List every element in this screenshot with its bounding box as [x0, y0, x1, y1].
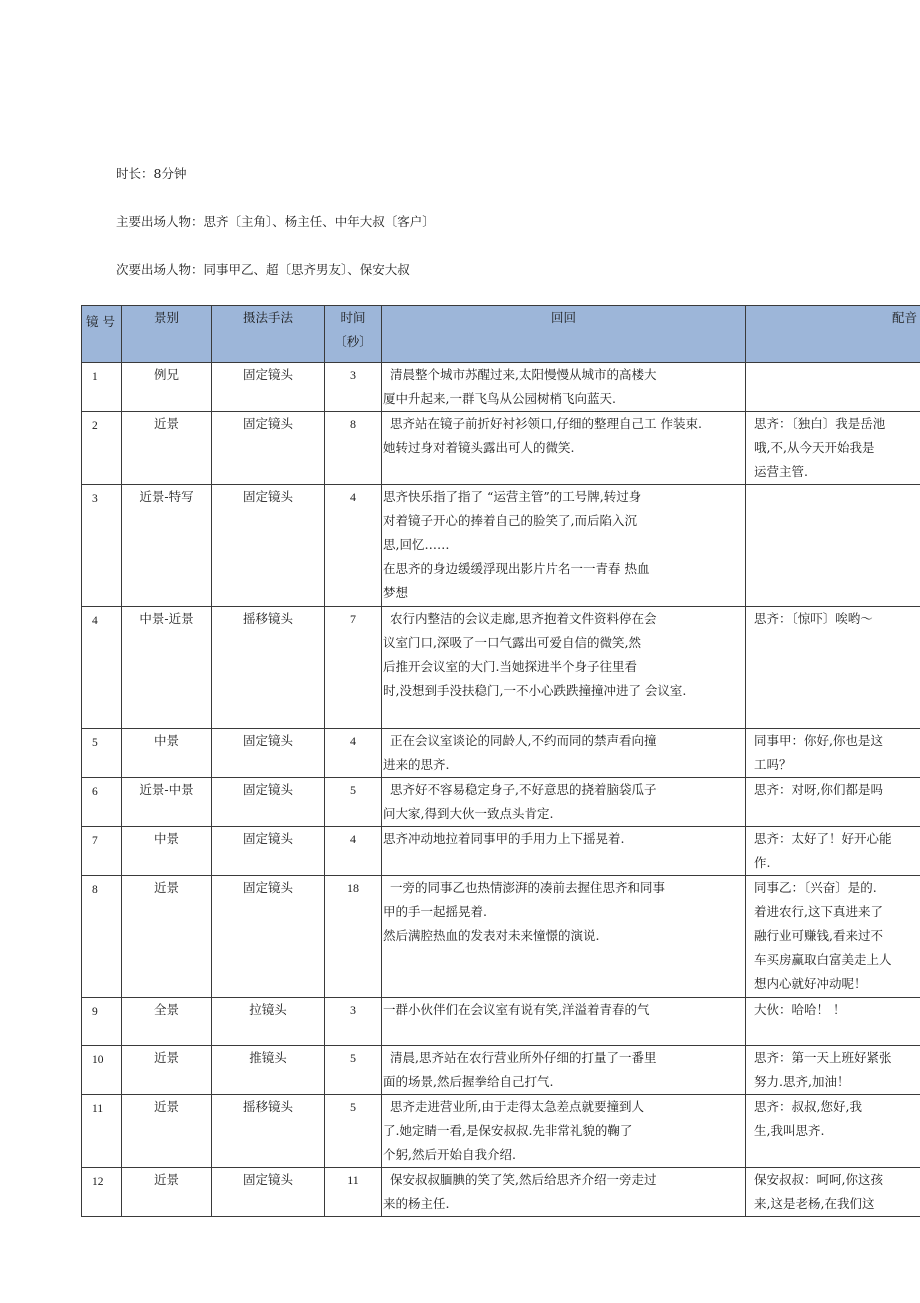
table-row — [82, 607, 920, 729]
shot-number: 9 — [82, 998, 122, 1046]
scene-type: 例兄 — [122, 363, 212, 412]
picture-description — [382, 729, 746, 778]
camera-technique: 摇移镜头 — [212, 1095, 325, 1168]
picture-line: 个躬,然后开始自我介绍. — [383, 1147, 516, 1162]
picture-line: 厦中升起来,一群飞鸟从公园树梢飞向蓝天. — [383, 391, 616, 406]
dubbing-line: 哦,不,从今天开始我是 — [754, 440, 875, 455]
picture-line: 思齐快乐指了指了 “运营主管”的工号牌,转过身 — [383, 489, 642, 504]
duration-seconds: 18 — [325, 876, 382, 998]
duration-seconds: 3 — [325, 363, 382, 412]
picture-description — [382, 827, 746, 876]
dubbing-line: 同事甲：你好,你也是这 — [754, 733, 883, 748]
duration-seconds: 5 — [325, 1095, 382, 1168]
scene-type: 近景 — [122, 1168, 212, 1217]
dubbing-text — [746, 729, 920, 778]
duration-seconds: 5 — [325, 1046, 382, 1095]
picture-line: 思齐冲动地拉着同事甲的手用力上下摇晃着. — [383, 831, 625, 846]
camera-technique: 固定镜头 — [212, 1168, 325, 1217]
shot-number: 2 — [82, 412, 122, 485]
dubbing-text — [746, 778, 920, 827]
picture-line: 梦想 — [383, 585, 409, 600]
table-row — [82, 729, 920, 778]
picture-line: 来的杨主任. — [383, 1196, 450, 1211]
scene-type: 近景 — [122, 1095, 212, 1168]
header-picture: 回回 — [382, 306, 746, 363]
dubbing-text — [746, 363, 920, 412]
picture-line: 清晨,思齐站在农行营业所外仔细的打量了一番里 — [390, 1050, 657, 1065]
dubbing-line: 思齐：第一天上班好紧张 — [754, 1050, 892, 1065]
camera-technique: 拉镜头 — [212, 998, 325, 1046]
picture-line: 农行内整洁的会议走廊,思齐抱着文件资料停在会 — [390, 611, 657, 626]
dubbing-text — [746, 998, 920, 1046]
picture-line: 甲的手一起摇晃着. — [383, 904, 487, 919]
picture-line: 议室门口,深吸了一口气露出可爱自信的微笑,然 — [383, 635, 641, 650]
camera-technique: 固定镜头 — [212, 876, 325, 998]
shot-number: 7 — [82, 827, 122, 876]
table-header-row — [82, 306, 920, 363]
picture-description — [382, 485, 746, 607]
dubbing-line: 思齐：〔独白〕我是岳池 — [754, 416, 886, 431]
scene-type: 近景 — [122, 412, 212, 485]
picture-line: 一群小伙伴们在会议室有说有笑,洋溢着青春的气 — [383, 1002, 650, 1017]
camera-technique: 摇移镜头 — [212, 607, 325, 729]
header-scene: 景别 — [122, 306, 212, 363]
picture-description — [382, 607, 746, 729]
dubbing-line: 想内心就好冲动呢！ — [754, 976, 867, 991]
picture-line: 对着镜子开心的捧着自己的脸笑了,而后陷入沉 — [383, 513, 637, 528]
dubbing-line: 着进农行,这下真进来了 — [754, 904, 883, 919]
duration-seconds: 3 — [325, 998, 382, 1046]
shot-number: 4 — [82, 607, 122, 729]
dubbing-line: 作. — [754, 855, 771, 870]
picture-description — [382, 1095, 746, 1168]
camera-technique: 固定镜头 — [212, 363, 325, 412]
picture-description — [382, 998, 746, 1046]
shot-number: 6 — [82, 778, 122, 827]
dubbing-text — [746, 607, 920, 729]
dubbing-text — [746, 876, 920, 998]
scene-type: 近景-中景 — [122, 778, 212, 827]
picture-line: 保安叔叔腼腆的笑了笑,然后给思齐介绍一旁走过 — [390, 1172, 657, 1187]
dubbing-line: 思齐：太好了！好开心能 — [754, 831, 892, 846]
header-shot-no: 镜 号 — [82, 306, 122, 363]
dubbing-line: 思齐：对呀,你们都是吗 — [754, 782, 883, 797]
scene-type: 中景-近景 — [122, 607, 212, 729]
table-row — [82, 412, 920, 485]
picture-description — [382, 412, 746, 485]
table-row — [82, 1168, 920, 1217]
shot-number: 11 — [82, 1095, 122, 1168]
picture-line: 时,没想到手没扶稳门,一不小心跌跌撞撞冲进了 会议室. — [383, 683, 687, 698]
camera-technique: 固定镜头 — [212, 485, 325, 607]
picture-line: 问大家,得到大伙一致点头肯定. — [383, 806, 554, 821]
dubbing-line: 车买房赢取白富美走上人 — [754, 952, 892, 967]
picture-line: 进来的思齐. — [383, 757, 450, 772]
shot-number: 8 — [82, 876, 122, 998]
dubbing-text — [746, 485, 920, 607]
dubbing-text — [746, 412, 920, 485]
scene-type: 近景 — [122, 876, 212, 998]
duration-seconds: 4 — [325, 827, 382, 876]
dubbing-line: 同事乙：〔兴奋〕是的. — [754, 880, 877, 895]
storyboard-table — [81, 305, 920, 1217]
scene-type: 全景 — [122, 998, 212, 1046]
header-dubbing: 配音 — [746, 306, 920, 363]
table-row — [82, 778, 920, 827]
table-row — [82, 1095, 920, 1168]
dubbing-line: 融行业可赚钱,看来过不 — [754, 928, 883, 943]
shot-number: 10 — [82, 1046, 122, 1095]
camera-technique: 固定镜头 — [212, 729, 325, 778]
duration-seconds: 11 — [325, 1168, 382, 1217]
scene-type: 中景 — [122, 729, 212, 778]
picture-description — [382, 1168, 746, 1217]
dubbing-line: 大伙：哈哈！ ！ — [754, 1002, 846, 1017]
table-row — [82, 876, 920, 998]
scene-type: 中景 — [122, 827, 212, 876]
picture-description — [382, 1046, 746, 1095]
picture-description — [382, 876, 746, 998]
main-cast-line: 主要出场人物：思齐〔主角〕、杨主任、中年大叔〔客户〕 — [116, 214, 435, 229]
picture-line: 后推开会议室的大门.当她探进半个身子往里看 — [383, 659, 637, 674]
table-row — [82, 1046, 920, 1095]
duration-seconds: 5 — [325, 778, 382, 827]
supporting-cast-line: 次要出场人物：同事甲乙、超〔思齐男友〕、保安大叔 — [116, 262, 410, 277]
camera-technique: 固定镜头 — [212, 827, 325, 876]
picture-line: 清晨整个城市苏醒过来,太阳慢慢从城市的高楼大 — [390, 367, 657, 382]
picture-line: 一旁的同事乙也热情澎湃的凑前去握住思齐和同事 — [390, 880, 666, 895]
shot-number: 5 — [82, 729, 122, 778]
dubbing-line: 来,这是老杨,在我们这 — [754, 1196, 875, 1211]
picture-line: 正在会议室谈论的同龄人,不约而同的禁声看向撞 — [390, 733, 657, 748]
scene-type: 近景 — [122, 1046, 212, 1095]
picture-line: 了.她定睛一看,是保安叔叔.先非常礼貌的鞠了 — [383, 1123, 633, 1138]
picture-line: 面的场景,然后握拳给自己打气. — [383, 1074, 554, 1089]
picture-line: 然后满腔热血的发表对未来憧憬的演说. — [383, 928, 600, 943]
camera-technique: 固定镜头 — [212, 412, 325, 485]
camera-technique: 固定镜头 — [212, 778, 325, 827]
table-row — [82, 827, 920, 876]
header-time — [325, 306, 382, 363]
dubbing-line: 思齐：叔叔,您好,我 — [754, 1099, 862, 1114]
dubbing-text — [746, 1168, 920, 1217]
table-row — [82, 998, 920, 1046]
dubbing-text — [746, 1095, 920, 1168]
dubbing-line: 努力.思齐,加油！ — [754, 1074, 850, 1089]
duration-seconds: 7 — [325, 607, 382, 729]
duration-seconds: 8 — [325, 412, 382, 485]
duration-seconds: 4 — [325, 729, 382, 778]
shot-number: 3 — [82, 485, 122, 607]
duration-line: 时长：8分钟 — [116, 166, 187, 181]
picture-description — [382, 363, 746, 412]
picture-line: 在思齐的身边缓缓浮现出影片片名一一青春 热血 — [383, 561, 650, 576]
table-row — [82, 363, 920, 412]
shot-number: 1 — [82, 363, 122, 412]
dubbing-line: 生,我叫思齐. — [754, 1123, 825, 1138]
dubbing-text — [746, 827, 920, 876]
picture-line: 思齐好不容易稳定身子,不好意思的挠着脑袋瓜子 — [390, 782, 657, 797]
picture-line: 思齐站在镜子前折好衬衫领口,仔细的整理自己工 作装束. — [390, 416, 702, 431]
picture-line: 思齐走进营业所,由于走得太急差点就要撞到人 — [390, 1099, 644, 1114]
camera-technique: 推镜头 — [212, 1046, 325, 1095]
picture-description — [382, 778, 746, 827]
picture-line: 思,回忆…… — [383, 537, 450, 552]
table-row — [82, 485, 920, 607]
duration-seconds: 4 — [325, 485, 382, 607]
header-time-line2: 〔秒〕 — [334, 334, 372, 349]
dubbing-line: 思齐：〔惊吓〕唉哟〜 — [754, 611, 873, 626]
shot-number: 12 — [82, 1168, 122, 1217]
picture-line: 她转过身对着镜头露出可人的微笑. — [383, 440, 575, 455]
dubbing-line: 运营主管. — [754, 464, 808, 479]
dubbing-line: 工吗？ — [754, 757, 792, 772]
dubbing-text — [746, 1046, 920, 1095]
scene-type: 近景-特写 — [122, 485, 212, 607]
header-time-line1: 时间 — [340, 310, 366, 325]
dubbing-line: 保安叔叔：呵呵,你这孩 — [754, 1172, 883, 1187]
header-technique: 摄法手法 — [212, 306, 325, 363]
